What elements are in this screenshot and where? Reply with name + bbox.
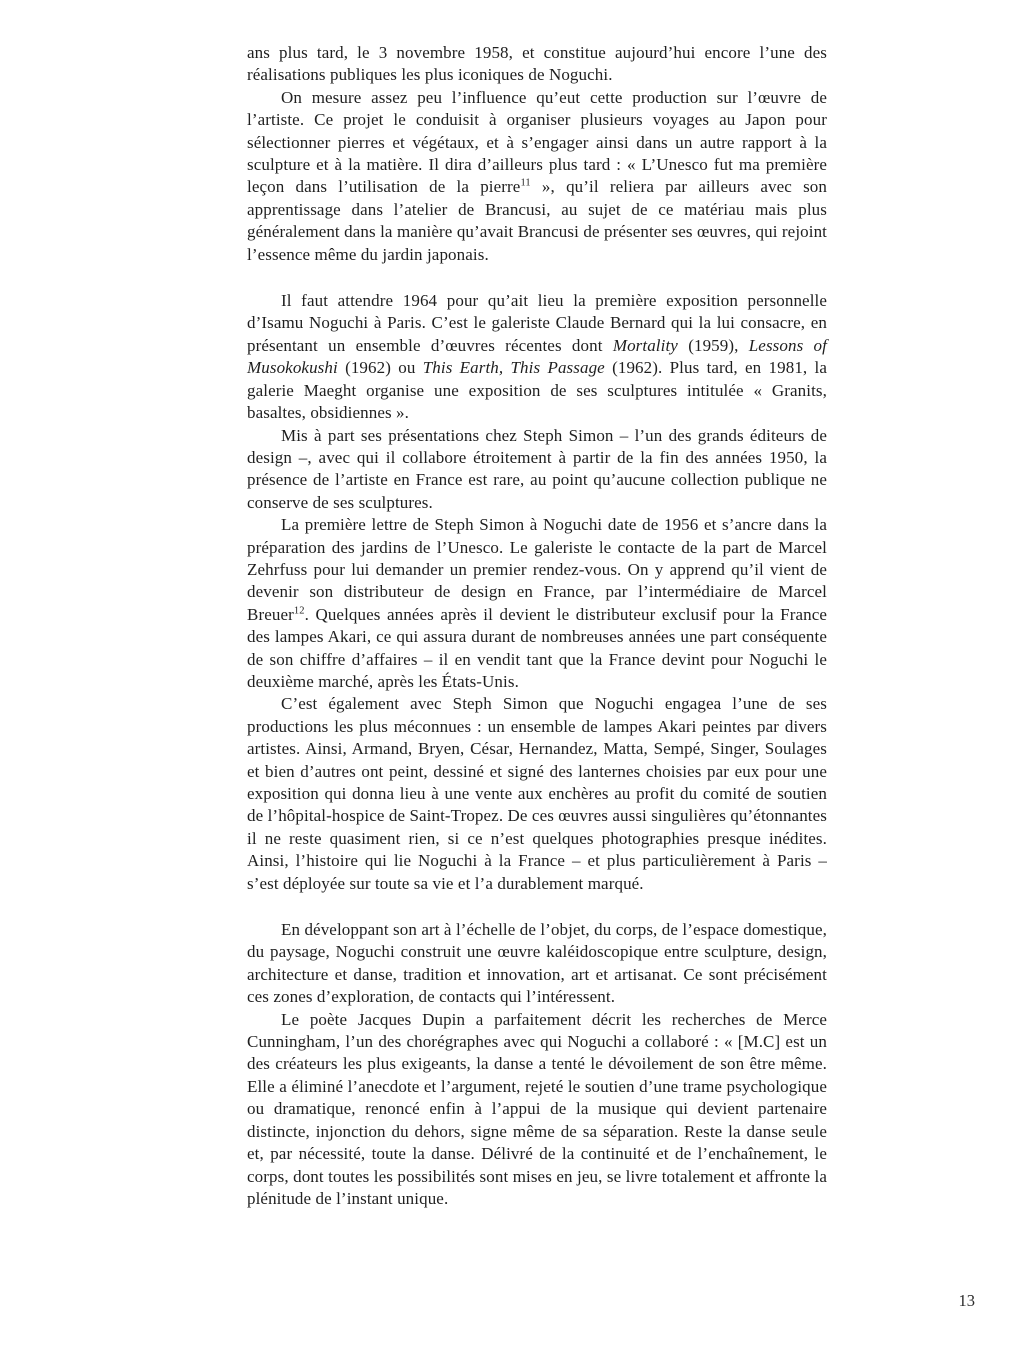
text-block — [247, 42, 827, 1210]
paragraph: Le poète Jacques Dupin a parfaitement décrit les recherches de Merce Cunningham, l’un des chorégraphes avec qui Noguchi a collaboré : « [M.C] est un des créateurs les plus exigeants, la danse a tenté le dévoilement de son être même. Elle a éliminé l’anecdote et l’argument, rejeté le soutien d’une trame psychologique ou dramatique, renoncé enfin à l’appui de la musique qui devient partenaire distincte, injonction du dehors, signe même de sa séparation. Reste la danse seule et, par nécessité, toute la danse. Délivré de la continuité et de l’enchaînement, le corps, dont toutes les possibilités sont mises en jeu, se livre totalement et affronte la plénitude de l’instant unique. — [247, 1009, 827, 1208]
paragraph: ans plus tard, le 3 novembre 1958, et constitue aujourd’hui encore l’une des réalisations publiques les plus iconiques de Noguchi. — [247, 43, 827, 85]
paragraph: C’est également avec Steph Simon que Noguchi engagea l’une de ses productions les plus méconnues : un ensemble de lampes Akari peintes par divers artistes. Ainsi, Armand, Bryen, César, Hernandez, Matta, Sempé, Singer, Soulages et bien d’autres ont peint, dessiné et signé des lanternes choisies par eux pour une exposition qui donna lieu à une vente aux enchères au profit du comité de soutien de l’hôpital-hospice de Saint-Tropez. De ces œuvres aussi singulières qu’étonnantes il ne reste quasiment rien, si ce n’est quelques photographies presque inédites. Ainsi, l’histoire qui lie Noguchi à la France – et plus particulièrement à Paris – s’est déployée sur toute sa vie et l’a durablement marqué. — [247, 694, 827, 893]
footnote-marker: 11 — [520, 177, 531, 189]
paragraph: On mesure assez peu l’influence qu’eut cette production sur l’œuvre de l’artiste. Ce projet le conduisit à organiser plusieurs voyages au Japon pour sélectionner pierres et végétaux, et à s’engager ainsi dans un autre rapport à la sculpture et à la matière. Il dira d’ailleurs plus tard : « L’Unesco fut ma première leçon dans l’utilisation de la pierre$^{11}$ », qu’il reliera par ailleurs avec son apprentissage dans l’atelier de Brancusi, au sujet de ce matériau mais plus généralement dans la manière qu’avait Brancusi de présenter ses œuvres, qui rejoint l’essence même du jardin japonais. — [247, 87, 827, 264]
paragraph: En développant son art à l’échelle de l’objet, du corps, de l’espace domestique, du paysage, Noguchi construit une œuvre kaléidoscopique entre sculpture, design, architecture et danse, tradition et innovation, art et artisanat. Ce sont précisément ces zones d’exploration, de contacts qui l’intéressent. — [247, 920, 827, 1007]
page-number: 13 — [958, 1291, 975, 1310]
footnote-marker: 12 — [293, 605, 305, 617]
paragraph: Mis à part ses présentations chez Steph Simon – l’un des grands éditeurs de design –, avec qui il collabore étroitement à partir de la fin des années 1950, la présence de l’artiste en France est rare, au point qu’aucune collection publique ne conserve de ses sculptures. — [247, 425, 827, 512]
paragraph: Il faut attendre 1964 pour qu’ait lieu la première exposition personnelle d’Isamu Noguchi à Paris. C’est le galeriste Claude Bernard qui la lui consacre, en présentant un ensemble d’œuvres récentes dont Mortality (1959), Lessons of Musokokushi (1962) ou This Earth, This Passage (1962). Plus tard, en 1981, la galerie Maeght organise une exposition de ses sculptures intitulée « Granits, basaltes, obsidiennes ». — [247, 291, 827, 423]
paragraph: La première lettre de Steph Simon à Noguchi date de 1956 et s’ancre dans la préparation des jardins de l’Unesco. Le galeriste le contacte de la part de Marcel Zehrfuss pour lui demander un premier rendez-vous. On y apprend qu’il vient de devenir son distributeur de design en France, par l’intermédiaire de Marcel Breuer$^{12}$. Quelques années après il devient le distributeur exclusif pour la France des lampes Akari, ce qui assura durant de nombreuses années une part conséquente de son chiffre d’affaires – il en vendit tant que la France devint pour Noguchi le deuxième marché, après les États-Unis. — [247, 515, 827, 691]
